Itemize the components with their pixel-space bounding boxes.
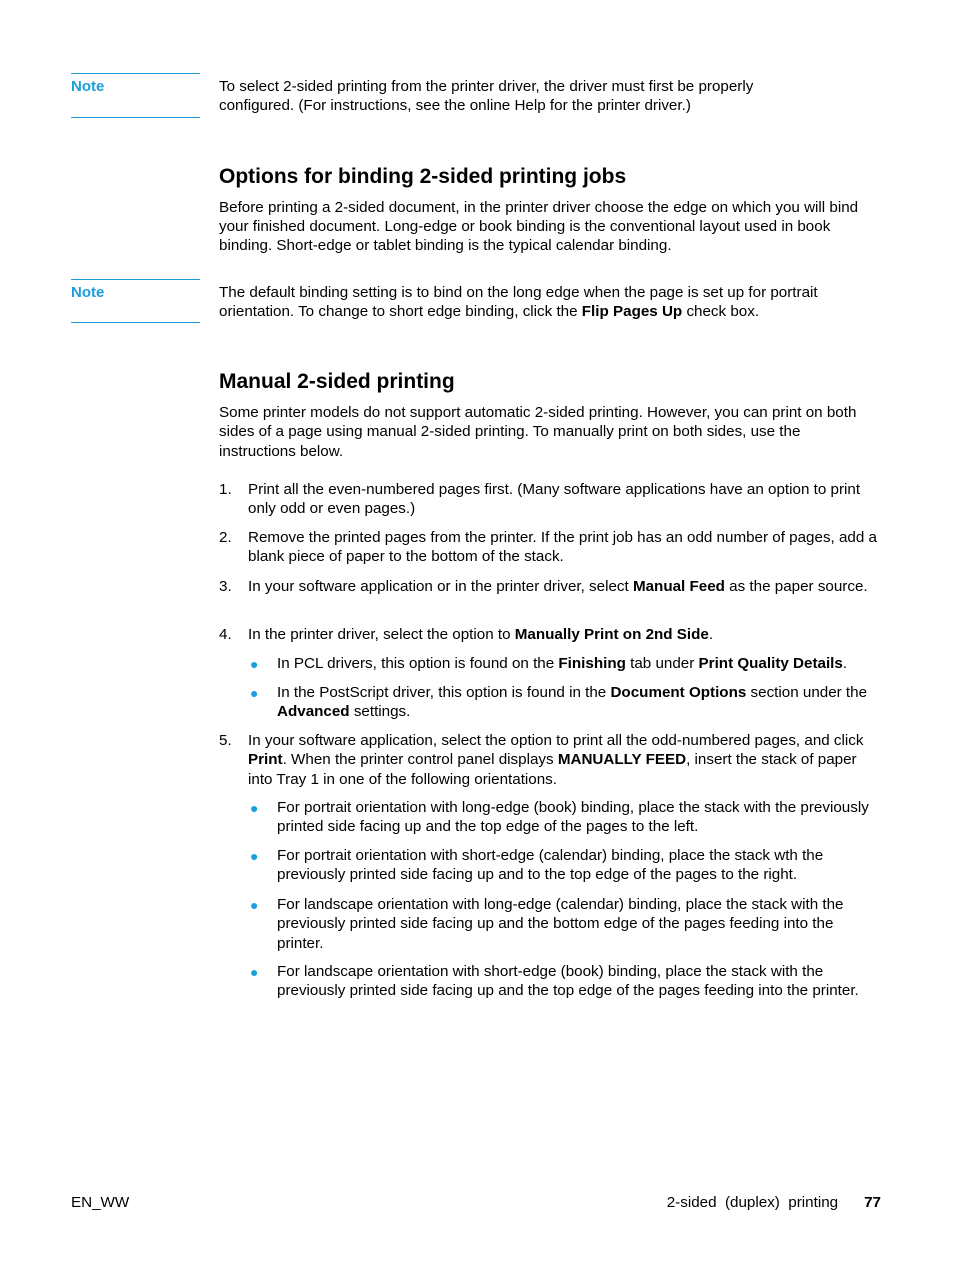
step-text-span: . — [708, 626, 714, 643]
advanced-label: Advanced — [277, 703, 350, 721]
step-text-span: , insert the stack of paper into Tray 1 in one of the following orientations. — [248, 751, 857, 788]
step-number: 3. — [219, 578, 232, 595]
finishing-tab-label: Finishing — [558, 655, 626, 672]
step-text — [248, 577, 884, 596]
bullet-text: For portrait orientation with long-edge (book) binding, place the stack with the previously printed side facing up and the top edge of the pages to the left. — [277, 799, 869, 836]
step-text — [248, 731, 884, 789]
manual-printing-paragraph: Some printer models do not support automatic 2-sided printing. However, you can print on both sides of a page using manual 2-sided printing. To manually print on both sides, use the instructions below. — [219, 404, 857, 460]
step-item — [219, 625, 884, 644]
note-line: To select 2-sided printing from the printer driver, the driver must first be properly — [219, 78, 754, 95]
bullet-text-span: tab under — [625, 655, 699, 672]
note-line — [219, 303, 879, 322]
step-text: Remove the printed pages from the printer. If the print job has an odd number of pages, add a blank piece of paper to the bottom of the stack. — [248, 529, 877, 566]
bullet-item — [248, 798, 888, 837]
note-bottom-rule — [71, 117, 200, 118]
step-text-span: In the printer driver, select the option to — [248, 626, 515, 643]
bullet-text-span: In PCL drivers, this option is found on the — [277, 655, 559, 672]
bullet-dot-icon: ● — [250, 800, 259, 816]
manually-print-2nd-side-label: Manually Print on 2nd Side — [514, 626, 709, 643]
page-number: 77 — [864, 1194, 881, 1211]
document-options-label: Document Options — [610, 684, 747, 701]
bullet-text-span: In the PostScript driver, this option is found in the — [277, 684, 611, 701]
note-text — [219, 78, 879, 115]
note-bottom-rule — [71, 322, 200, 323]
bullet-text: For landscape orientation with long-edge (calendar) binding, place the stack with the previously printed side facing up and the bottom edge of the pages feeding into the printer. — [277, 896, 844, 952]
note-label: Note — [71, 284, 105, 301]
note-text — [219, 284, 879, 321]
manually-feed-label: MANUALLY FEED — [557, 751, 687, 769]
bullet-text-span: section under the — [746, 684, 868, 701]
step-number: 5. — [219, 732, 232, 749]
step-item — [219, 731, 884, 789]
step-item — [219, 577, 884, 596]
manual-feed-label: Manual Feed — [632, 578, 725, 595]
bullet-dot-icon: ● — [250, 848, 259, 864]
print-label: Print — [248, 751, 283, 769]
footer-section-title: 2-sided (duplex) printing — [666, 1194, 839, 1211]
note-text-span: orientation. To change to short edge binding, click the — [219, 302, 582, 320]
bullet-item — [248, 895, 888, 953]
step-text: Print all the even-numbered pages first. (Many software applications have an option to print only odd or even pages.) — [248, 481, 861, 518]
bullet-dot-icon: ● — [250, 964, 259, 980]
flip-pages-up-label: Flip Pages Up — [581, 302, 683, 320]
bullet-item — [248, 846, 888, 885]
note-top-rule — [71, 279, 200, 280]
bullet-text — [277, 654, 888, 673]
bullet-item — [248, 654, 888, 673]
bullet-text — [277, 683, 888, 722]
bullet-item — [248, 962, 888, 1001]
bullet-text-span: settings. — [349, 703, 411, 721]
bullet-text: For portrait orientation with short-edge (calendar) binding, place the stack wth the previously printed side facing up and to the top edge of the pages to the right. — [277, 847, 824, 884]
step-text-span: . When the printer control panel displays — [282, 751, 558, 769]
footer-page-info — [667, 1194, 881, 1212]
binding-options-paragraph: Before printing a 2-sided document, in the printer driver choose the edge on which you will bind your finished document. Long-edge or book binding is the conventional layout used in book binding. Short-edge or tablet binding is the typical calendar binding. — [219, 199, 859, 254]
section-heading-manual-printing: Manual 2-sided printing — [219, 370, 455, 393]
bullet-text: For landscape orientation with short-edge (book) binding, place the stack with the previously printed side facing up and the top edge of the pages feeding into the printer. — [277, 963, 859, 1000]
print-quality-details-label: Print Quality Details — [698, 655, 843, 672]
step-number: 1. — [219, 481, 232, 498]
step-item — [219, 528, 884, 567]
step-text-span: In your software application or in the printer driver, select — [248, 578, 633, 595]
note-top-rule — [71, 73, 200, 74]
bullet-text-span: . — [842, 655, 848, 672]
note-line: The default binding setting is to bind on the long edge when the page is set up for portrait — [219, 284, 818, 301]
step-text — [248, 625, 884, 644]
note-label: Note — [71, 78, 105, 95]
bullet-dot-icon: ● — [250, 685, 259, 701]
footer-locale: EN_WW — [71, 1194, 130, 1211]
section-heading-binding-options: Options for binding 2-sided printing jobs — [219, 165, 627, 188]
bullet-dot-icon: ● — [250, 656, 259, 672]
bullet-item — [248, 683, 888, 722]
step-number: 2. — [219, 529, 232, 546]
step-text-span: as the paper source. — [724, 578, 868, 595]
bullet-dot-icon: ● — [250, 897, 259, 913]
step-item — [219, 480, 884, 519]
step-number: 4. — [219, 626, 232, 643]
step-text-span: In your software application, select the option to print all the odd-numbered pages, and click — [248, 732, 864, 749]
note-line: configured. (For instructions, see the online Help for the printer driver.) — [219, 96, 691, 114]
note-text-span: check box. — [682, 302, 760, 320]
